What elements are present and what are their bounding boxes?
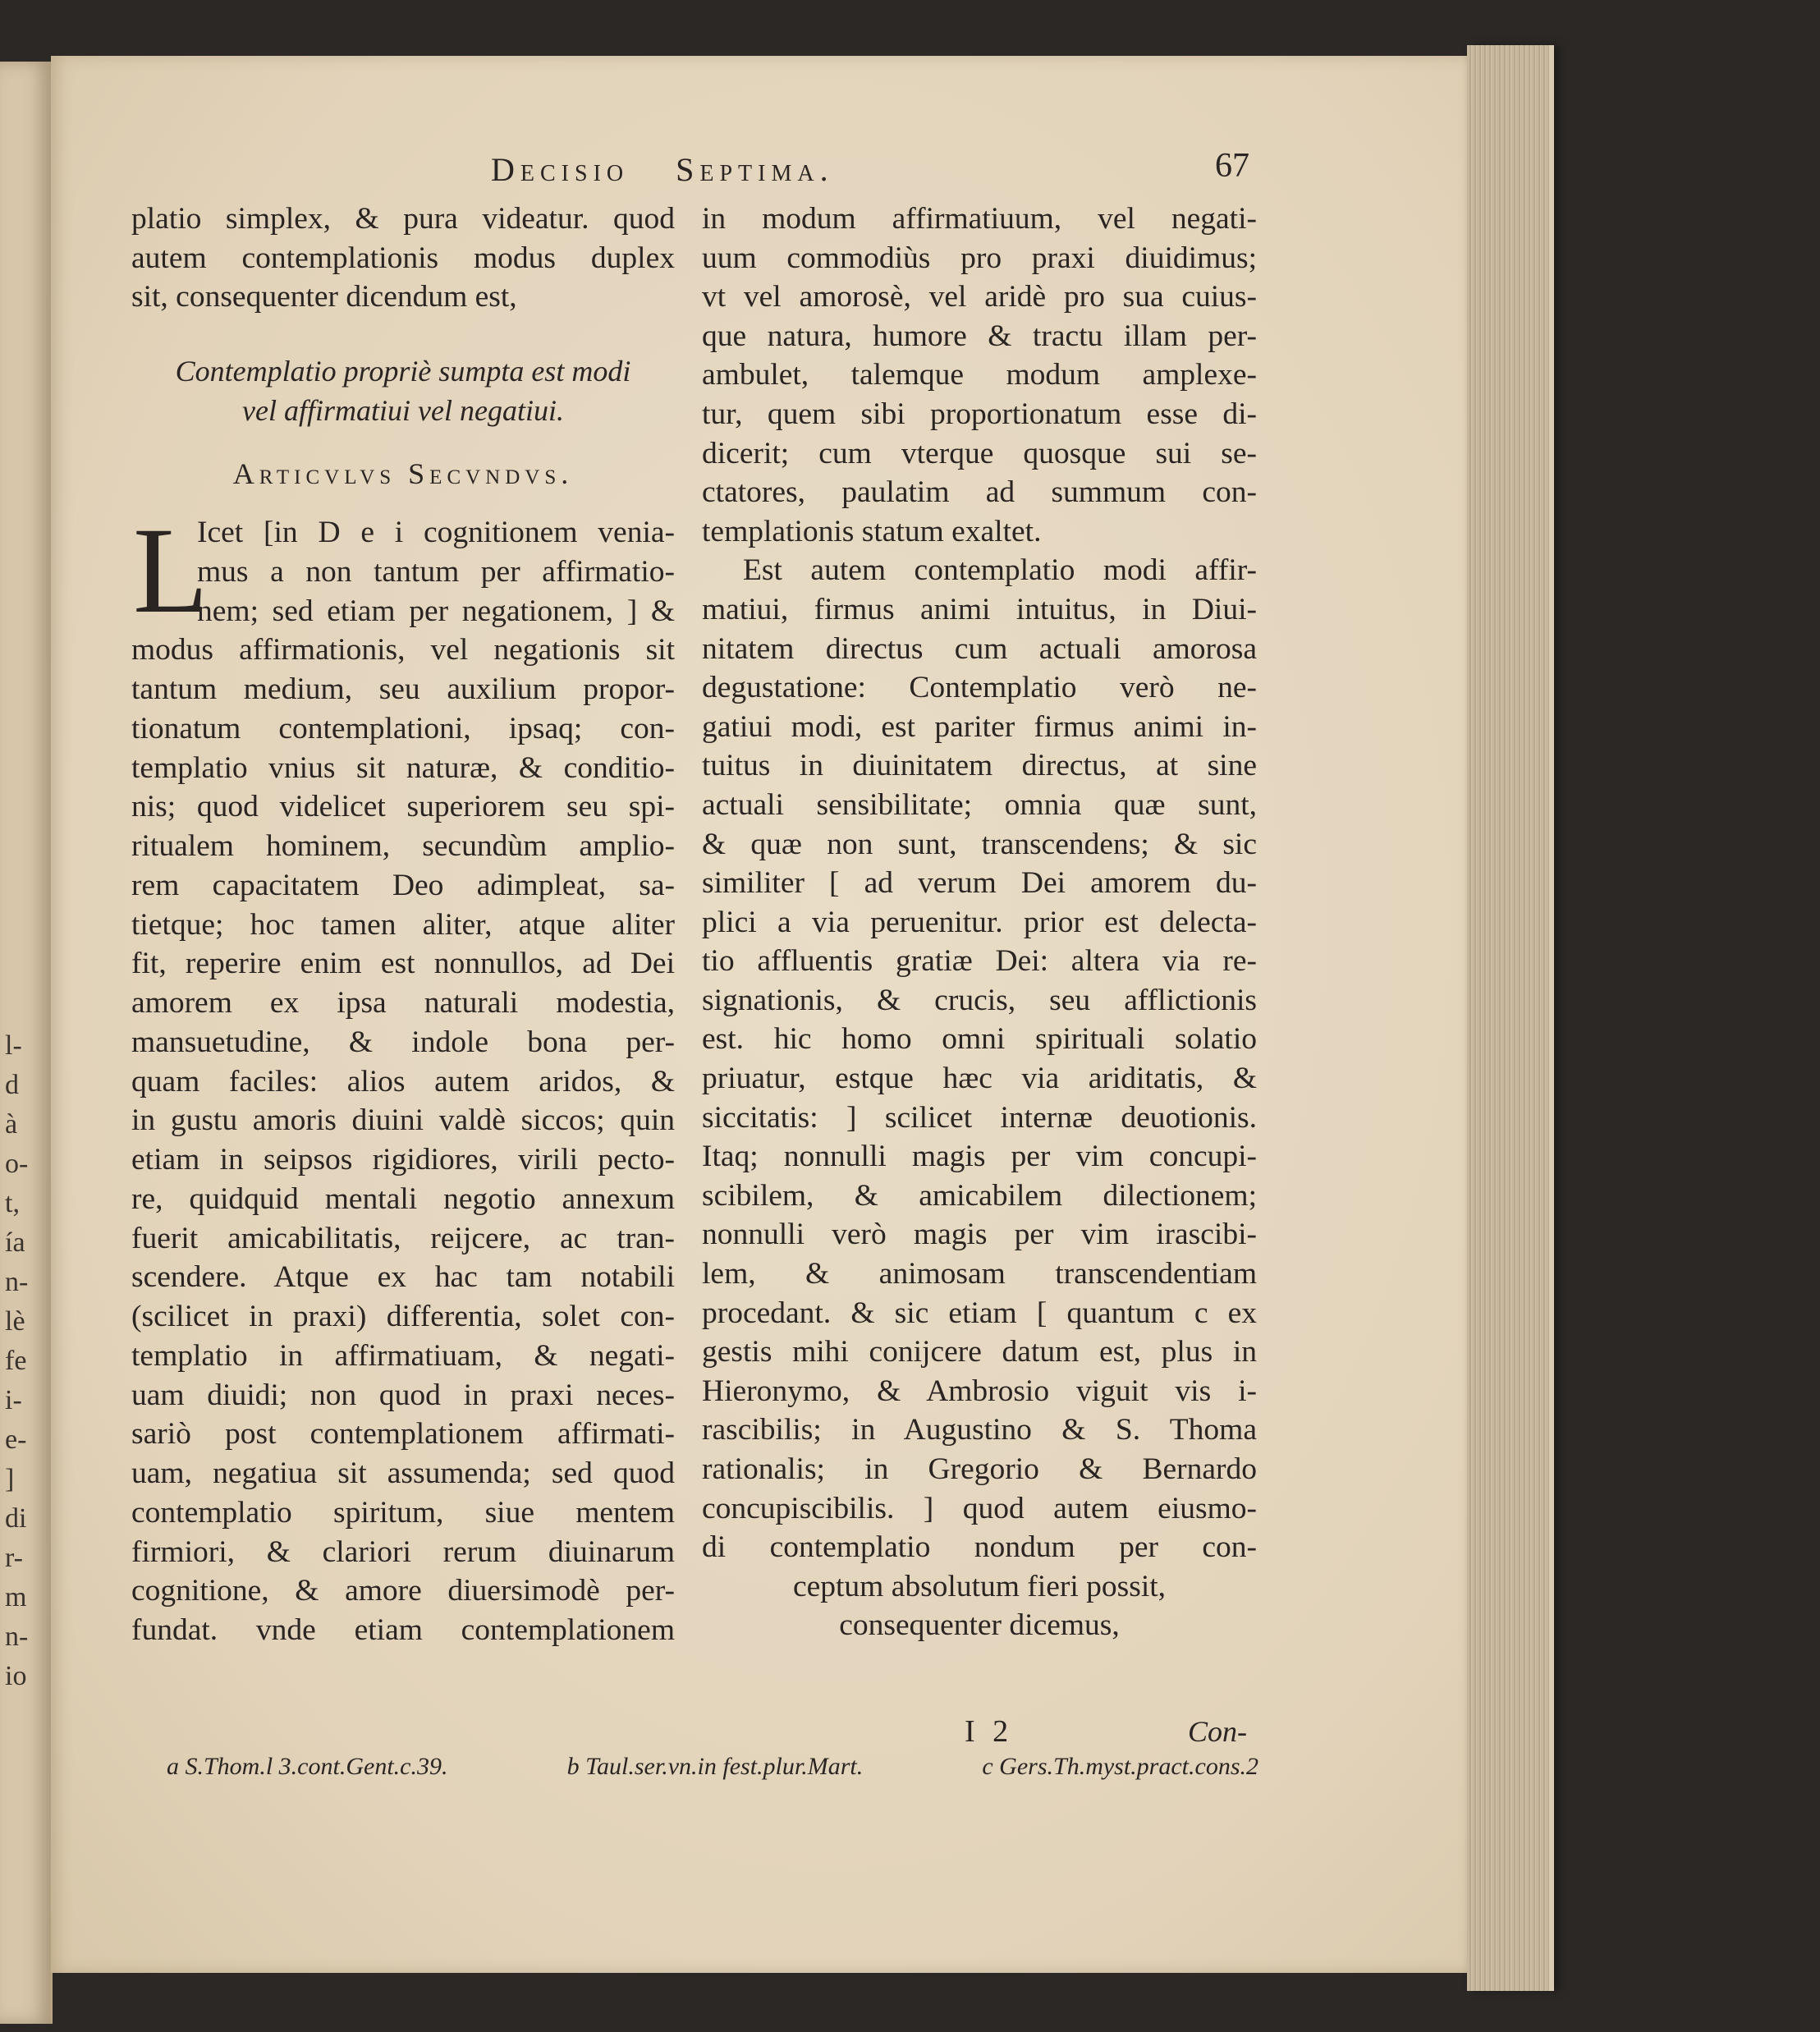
footnote: b Taul.ser.vn.in fest.plur.Mart. [566, 1753, 864, 1780]
proposition-line: vel affirmatiui vel negatiui. [242, 394, 564, 427]
text-line: in modum affirmatiuum, vel negati- [702, 202, 1257, 236]
text-line: tionatum contemplationi, ipsaq; con- [131, 711, 675, 745]
facing-page-fragment: t, [5, 1188, 20, 1218]
text-line: fundat. vnde etiam contemplationem [131, 1613, 675, 1647]
text-line: templatio vnius sit naturæ, & conditio- [131, 750, 675, 785]
text-line: re, quidquid mentali negotio annexum [131, 1181, 675, 1216]
text-line: tantum medium, seu auxilium propor- [131, 672, 675, 706]
text-line: dicerit; cum vterque quosque sui se- [702, 436, 1257, 470]
text-line: lem, & animosam transcendentiam [702, 1257, 1257, 1291]
header-word-septima: Septima. [676, 151, 834, 188]
text-line: ceptum absolutum fieri possit, [792, 1569, 1167, 1603]
text-line: fit, reperire enim est nonnullos, ad Dei [131, 947, 675, 981]
facing-page-fragment: o- [5, 1149, 29, 1179]
text-line: plici a via peruenitur. prior est delecta- [702, 905, 1257, 939]
header-word-decisio: Decisio [491, 151, 630, 188]
text-line: nonnulli verò magis per vim irascibi- [702, 1218, 1257, 1252]
text-line: templationis statum exaltet. [702, 514, 1042, 548]
facing-page-fragment: l- [5, 1030, 22, 1061]
facing-page-fragment: io [5, 1661, 27, 1691]
left-top-lines [131, 200, 675, 317]
text-line: uam diuidi; non quod in praxi neces- [131, 1378, 675, 1412]
facing-page-fragment: d [5, 1070, 19, 1100]
text-line: similiter [ ad verum Dei amorem du- [702, 866, 1257, 901]
text-line: scibilem, & amicabilem dilectionem; [702, 1178, 1257, 1213]
text-line: consequenter dicemus, [839, 1608, 1120, 1643]
text-line: degustatione: Contemplatio verò ne- [702, 671, 1257, 705]
text-line: fuerit amicabilitatis, reijcere, ac tran- [131, 1221, 675, 1255]
text-line: ritualem hominem, secundùm amplio- [131, 829, 675, 863]
proposition-line: Contemplatio propriè sumpta est modi [175, 355, 631, 388]
facing-page-fragment: n- [5, 1267, 29, 1297]
left-column-body [131, 502, 675, 1650]
signature-mark: I 2 [965, 1714, 1014, 1749]
facing-page-fragment: r- [5, 1543, 23, 1573]
text-line: vt vel amorosè, vel aridè pro sua cuius- [702, 280, 1257, 314]
facing-page-fragment: ] [5, 1464, 15, 1494]
text-line: procedant. & sic etiam [ quantum c ex [702, 1296, 1257, 1330]
facing-page-fragment: ía [5, 1227, 25, 1258]
page-fore-edge [1467, 45, 1554, 1991]
text-line: uum commodiùs pro praxi diuidimus; [702, 241, 1257, 275]
text-line: rascibilis; in Augustino & S. Thoma [702, 1413, 1257, 1447]
text-line: nis; quod videlicet superiorem seu spi- [131, 790, 675, 824]
text-line: cognitione, & amore diuersimodè per- [131, 1574, 675, 1608]
text-line: & quæ non sunt, transcendens; & sic [702, 827, 1257, 861]
footnote: c Gers.Th.myst.pract.cons.2 [982, 1753, 1258, 1780]
text-line: nem; sed etiam per negationem, ] & [197, 594, 675, 628]
text-line: mus a non tantum per affirmatio- [197, 554, 675, 589]
running-header [491, 150, 834, 189]
text-line: actuali sensibilitate; omnia quæ sunt, [702, 787, 1257, 822]
facing-page-fragment: i- [5, 1385, 22, 1415]
text-line: mansuetudine, & indole bona per- [131, 1025, 675, 1059]
text-line: Hieronymo, & Ambrosio viguit vis i- [702, 1374, 1257, 1408]
facing-page-fragment: n- [5, 1621, 29, 1652]
proposition [131, 351, 675, 430]
article-heading: Articvlvs Secvndvs. [232, 457, 574, 490]
text-line: etiam in seipsos rigidiores, virili pecto- [131, 1143, 675, 1177]
text-line: Itaq; nonnulli magis per vim concupi- [702, 1140, 1257, 1174]
text-line: tuitus in diuinitatem directus, at sine [702, 749, 1257, 783]
text-line: uam, negatiua sit assumenda; sed quod [131, 1456, 675, 1490]
text-line: signationis, & crucis, seu afflictionis [702, 983, 1257, 1017]
facing-page-fragment: lè [5, 1306, 25, 1337]
text-line: platio simplex, & pura videatur. quod [131, 202, 675, 236]
text-line: est. hic homo omni spirituali solatio [702, 1022, 1257, 1057]
text-line: scendere. Atque ex hac tam notabili [131, 1260, 675, 1295]
text-line: priuatur, estque hæc via ariditatis, & [702, 1062, 1257, 1096]
text-line: tio affluentis gratiæ Dei: altera via re- [702, 944, 1257, 979]
footnotes [167, 1753, 1258, 1781]
text-line: contemplatio spiritum, siue mentem [131, 1495, 675, 1530]
facing-page-fragment: di [5, 1503, 27, 1534]
text-line: Est autem contemplatio modi affir- [743, 553, 1257, 588]
text-line: tur, quem sibi proportionatum esse di- [702, 397, 1257, 431]
text-line: firmiori, & clariori rerum diuinarum [131, 1534, 675, 1569]
text-line: rem capacitatem Deo adimpleat, sa- [131, 868, 675, 902]
text-line: nitatem directus cum actuali amorosa [702, 631, 1257, 666]
page-number: 67 [1215, 147, 1249, 185]
text-line: tietque; hoc tamen aliter, atque aliter [131, 907, 675, 942]
text-line: modus affirmationis, vel negationis sit [131, 633, 675, 667]
text-line: ctatores, paulatim ad summum con- [702, 475, 1257, 510]
text-line: matiui, firmus animi intuitus, in Diui- [702, 592, 1257, 626]
text-line: autem contemplationis modus duplex [131, 241, 675, 275]
text-line: sit, consequenter dicendum est, [131, 280, 517, 314]
facing-page-fragment: m [5, 1582, 27, 1612]
text-line: siccitatis: ] scilicet internæ deuotionis. [702, 1100, 1257, 1135]
facing-page-fragment: fe [5, 1346, 27, 1376]
text-line: que natura, humore & tractu illam per- [702, 319, 1257, 353]
text-line: concupiscibilis. ] quod autem eiusmo- [702, 1491, 1257, 1525]
footnote: a S.Thom.l 3.cont.Gent.c.39. [167, 1753, 448, 1780]
catchword: Con- [1188, 1715, 1247, 1748]
drop-cap: L [133, 502, 209, 639]
text-line: (scilicet in praxi) differentia, solet con- [131, 1300, 675, 1333]
text-line: di contemplatio nondum per con- [702, 1530, 1257, 1565]
text-line: rationalis; in Gregorio & Bernardo [702, 1452, 1257, 1486]
text-line: gestis mihi conijcere datum est, plus in [702, 1335, 1257, 1369]
text-line: ambulet, talemque modum amplexe- [702, 358, 1257, 392]
facing-page-fragment: e- [5, 1424, 27, 1455]
text-line: quam faciles: alios autem aridos, & [131, 1064, 675, 1099]
text-line: gatiui modi, est pariter firmus animi in- [702, 709, 1257, 744]
text-line: amorem ex ipsa naturali modestia, [131, 986, 675, 1020]
facing-page-edge [0, 62, 53, 2024]
facing-page-fragment: à [5, 1109, 18, 1140]
text-line: in gustu amoris diuini valdè siccos; quin [131, 1103, 675, 1138]
right-column-body [702, 200, 1257, 1645]
text-line: Icet [in D e i cognitionem venia- [197, 516, 675, 549]
text-line: templatio in affirmatiuam, & negati- [131, 1338, 675, 1373]
text-line: sariò post contemplationem affirmati- [131, 1417, 675, 1452]
